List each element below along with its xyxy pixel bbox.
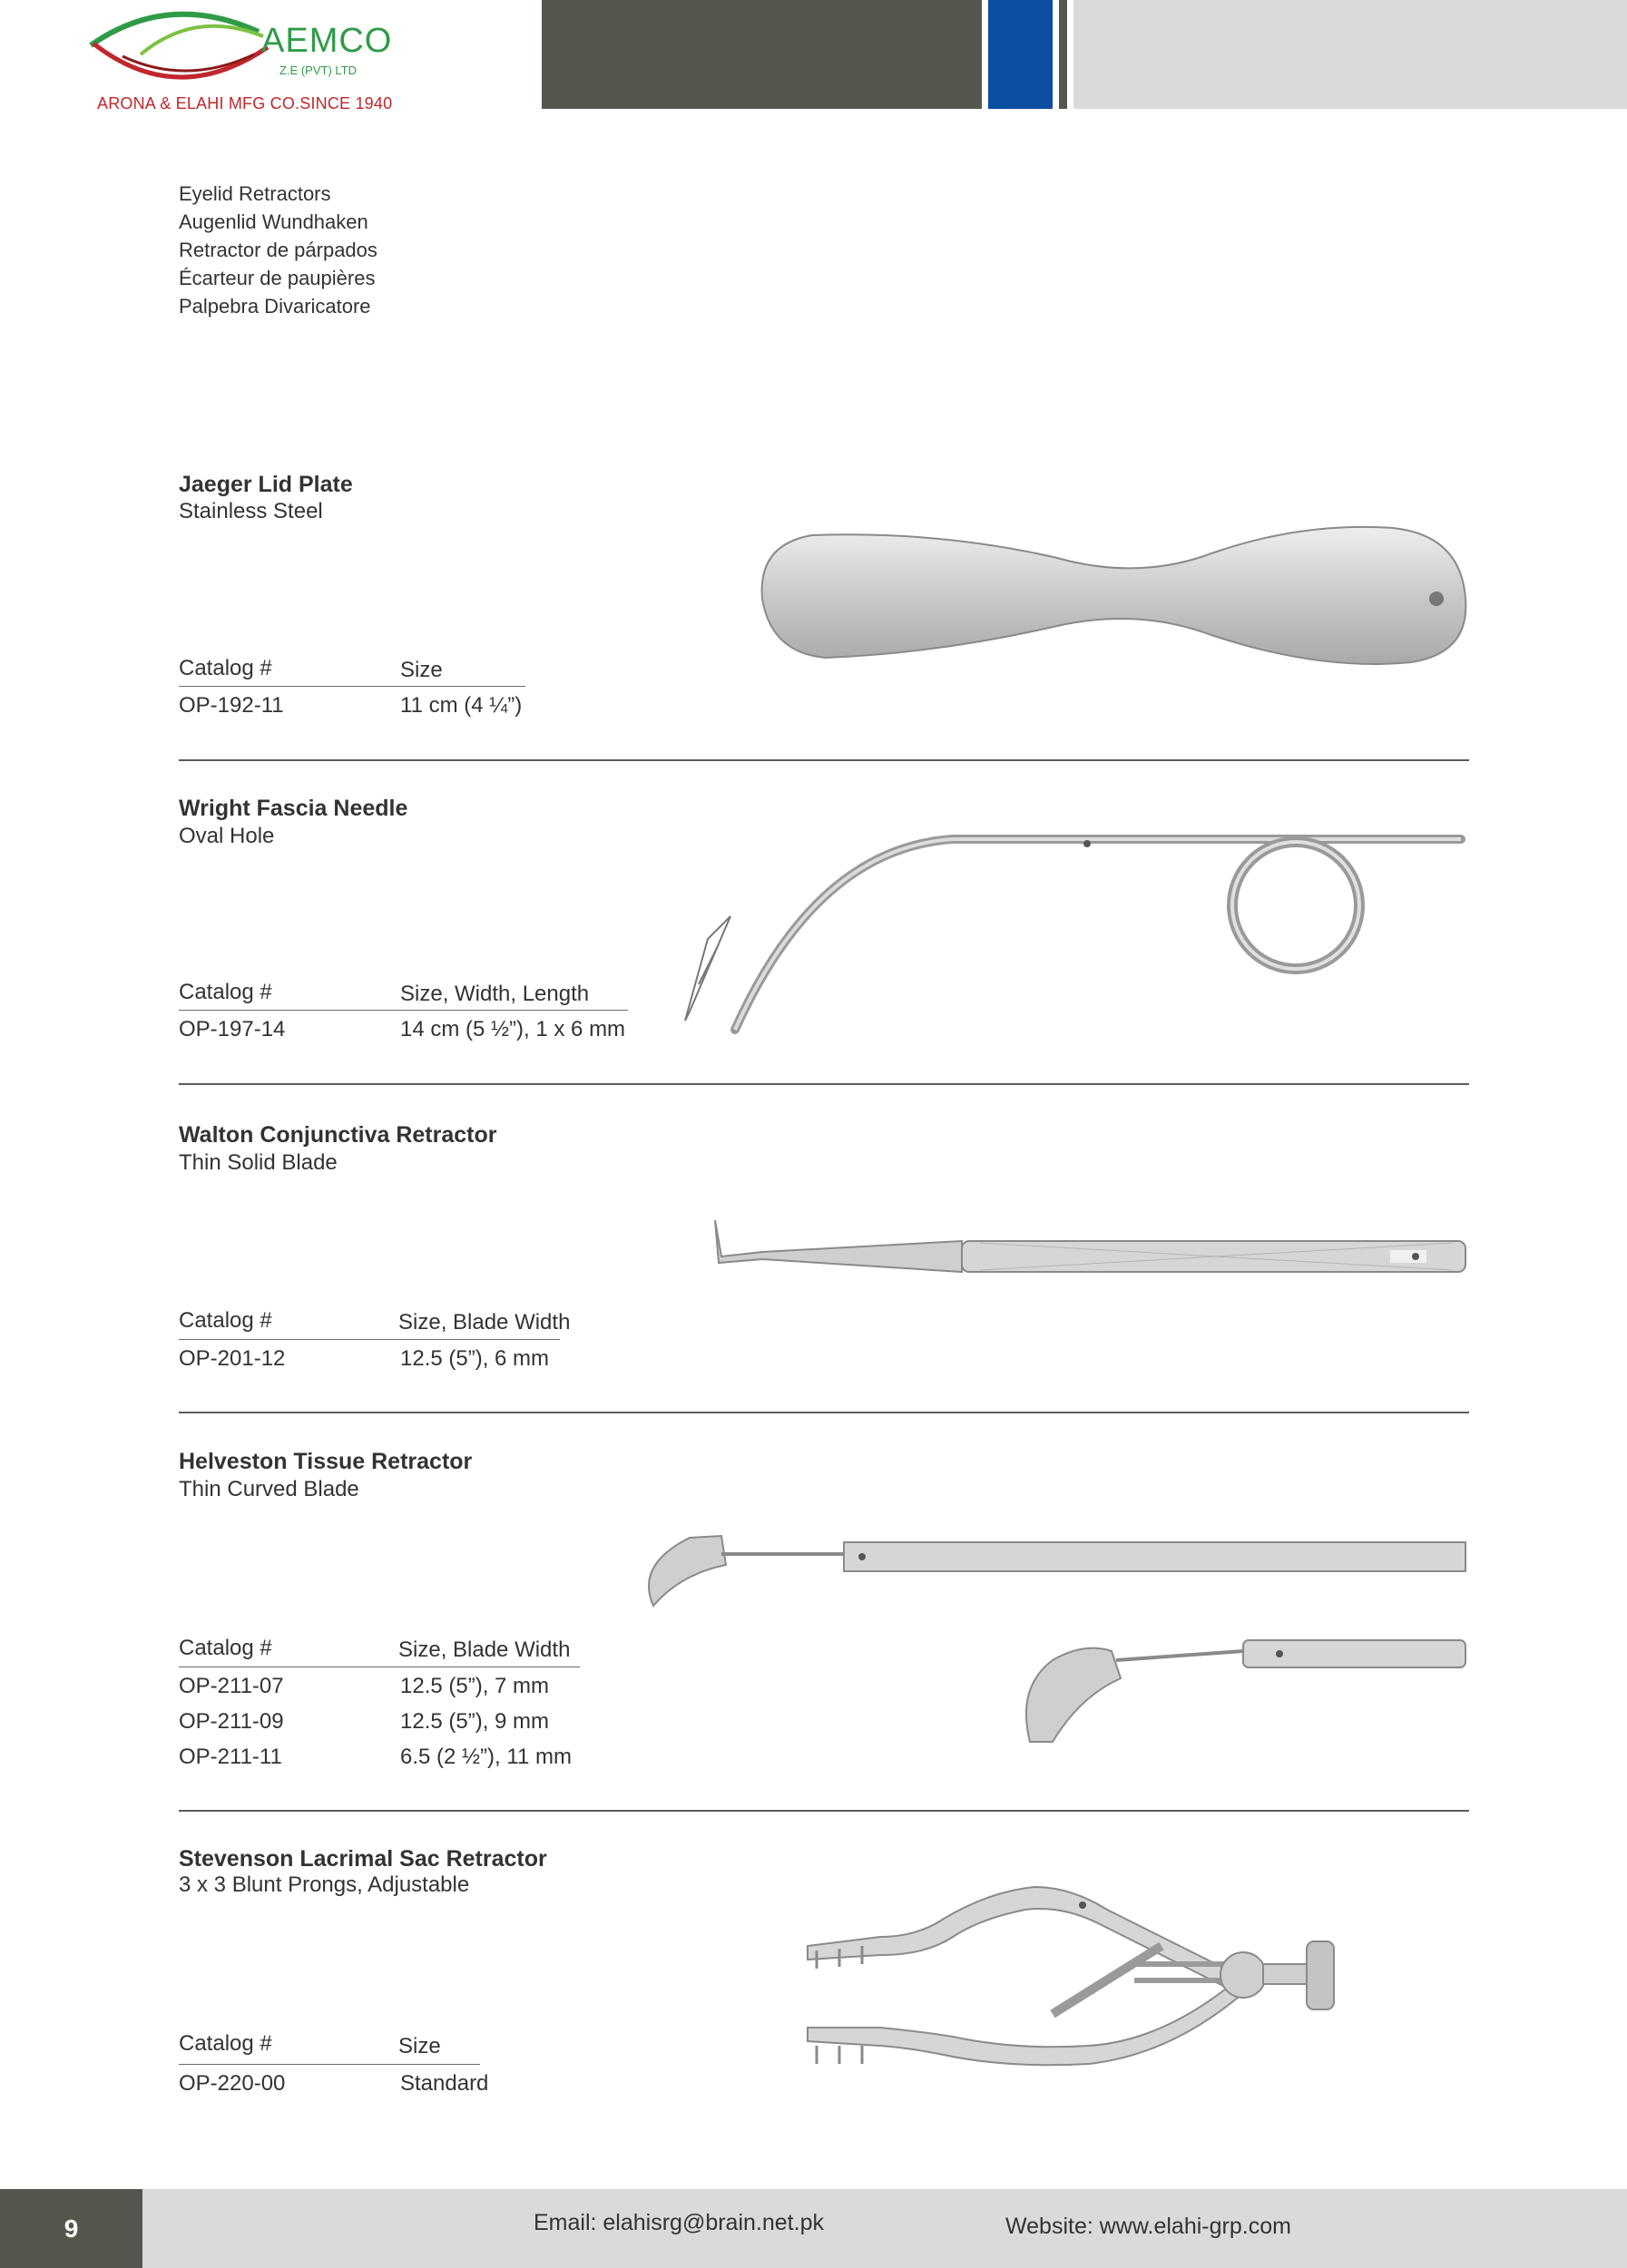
- catalog-number: OP-201-12: [179, 1346, 286, 1371]
- page-number: 9: [0, 2189, 142, 2268]
- spec-value: 12.5 (5”), 7 mm: [400, 1674, 550, 1698]
- spec-header: Size, Width, Length: [400, 982, 590, 1006]
- header-bar-gray: [1073, 0, 1627, 109]
- header-bar-thin: [1059, 0, 1067, 109]
- catalog-number: OP-220-00: [179, 2071, 286, 2096]
- product-name: Helveston Tissue Retractor: [179, 1449, 473, 1474]
- product-name: Walton Conjunctiva Retractor: [179, 1122, 497, 1148]
- section-divider: [179, 1810, 1469, 1812]
- footer-website[interactable]: Website: www.elahi-grp.com: [1005, 2214, 1291, 2239]
- product-description: Thin Solid Blade: [179, 1150, 338, 1175]
- product-description: Oval Hole: [179, 824, 275, 848]
- category-name: Écarteur de paupières: [179, 267, 376, 289]
- category-name: Eyelid Retractors: [179, 182, 331, 205]
- helveston-retractor-image-2: [1016, 1624, 1470, 1751]
- spec-value: 6.5 (2 ½”), 11 mm: [400, 1745, 572, 1769]
- footer-bar: [142, 2189, 1627, 2268]
- catalog-number: OP-192-11: [179, 693, 284, 718]
- spec-value: 12.5 (5”), 9 mm: [400, 1709, 550, 1734]
- brand-name: AEMCO: [261, 22, 393, 60]
- walton-retractor-image: [708, 1216, 1470, 1279]
- spec-value: 12.5 (5”), 6 mm: [400, 1346, 550, 1371]
- catalog-header: Catalog #: [179, 980, 272, 1004]
- header-bar-blue: [988, 0, 1053, 109]
- jaeger-lid-plate-image: [758, 517, 1470, 676]
- product-name: Jaeger Lid Plate: [179, 472, 353, 497]
- catalog-header: Catalog #: [179, 656, 272, 680]
- product-name: Wright Fascia Needle: [179, 796, 408, 821]
- catalog-header: Catalog #: [179, 1636, 272, 1660]
- section-divider: [179, 1083, 1469, 1085]
- header-bar-dark: [542, 0, 982, 109]
- spec-value: Standard: [400, 2071, 489, 2096]
- spec-header: Size: [398, 2034, 441, 2058]
- catalog-number: OP-211-09: [179, 1709, 284, 1734]
- catalog-header: Catalog #: [179, 2031, 272, 2056]
- brand-subtitle: Z.E (PVT) LTD: [279, 64, 357, 77]
- catalog-number: OP-211-11: [179, 1745, 282, 1769]
- footer-email[interactable]: Email: elahisrg@brain.net.pk: [534, 2210, 824, 2235]
- catalog-header: Catalog #: [179, 1308, 272, 1333]
- table-rule: [179, 1339, 560, 1340]
- catalog-number: OP-211-07: [179, 1674, 284, 1698]
- product-description: 3 x 3 Blunt Prongs, Adjustable: [179, 1872, 470, 1897]
- table-rule: [179, 1010, 628, 1011]
- section-divider: [179, 759, 1469, 761]
- category-name: Augenlid Wundhaken: [179, 210, 368, 233]
- section-divider: [179, 1412, 1469, 1413]
- spec-value: 11 cm (4 ¼”): [400, 693, 523, 718]
- category-names: [179, 180, 377, 320]
- product-description: Stainless Steel: [179, 499, 323, 523]
- wright-fascia-needle-image: [681, 830, 1470, 1039]
- table-rule: [179, 2064, 480, 2065]
- stevenson-retractor-image: [799, 1873, 1470, 2073]
- spec-value: 14 cm (5 ½”), 1 x 6 mm: [400, 1017, 626, 1041]
- category-name: Retractor de párpados: [179, 239, 377, 261]
- spec-header: Size, Blade Width: [398, 1310, 571, 1334]
- product-name: Stevenson Lacrimal Sac Retractor: [179, 1846, 547, 1872]
- spec-header: Size, Blade Width: [398, 1637, 571, 1662]
- spec-header: Size: [400, 658, 443, 682]
- product-description: Thin Curved Blade: [179, 1477, 359, 1501]
- catalog-number: OP-197-14: [179, 1017, 286, 1041]
- helveston-retractor-image-1: [635, 1529, 1470, 1610]
- brand-tagline: ARONA & ELAHI MFG CO.SINCE 1940: [97, 94, 393, 112]
- category-name: Palpebra Divaricatore: [179, 295, 371, 318]
- table-rule: [179, 686, 525, 687]
